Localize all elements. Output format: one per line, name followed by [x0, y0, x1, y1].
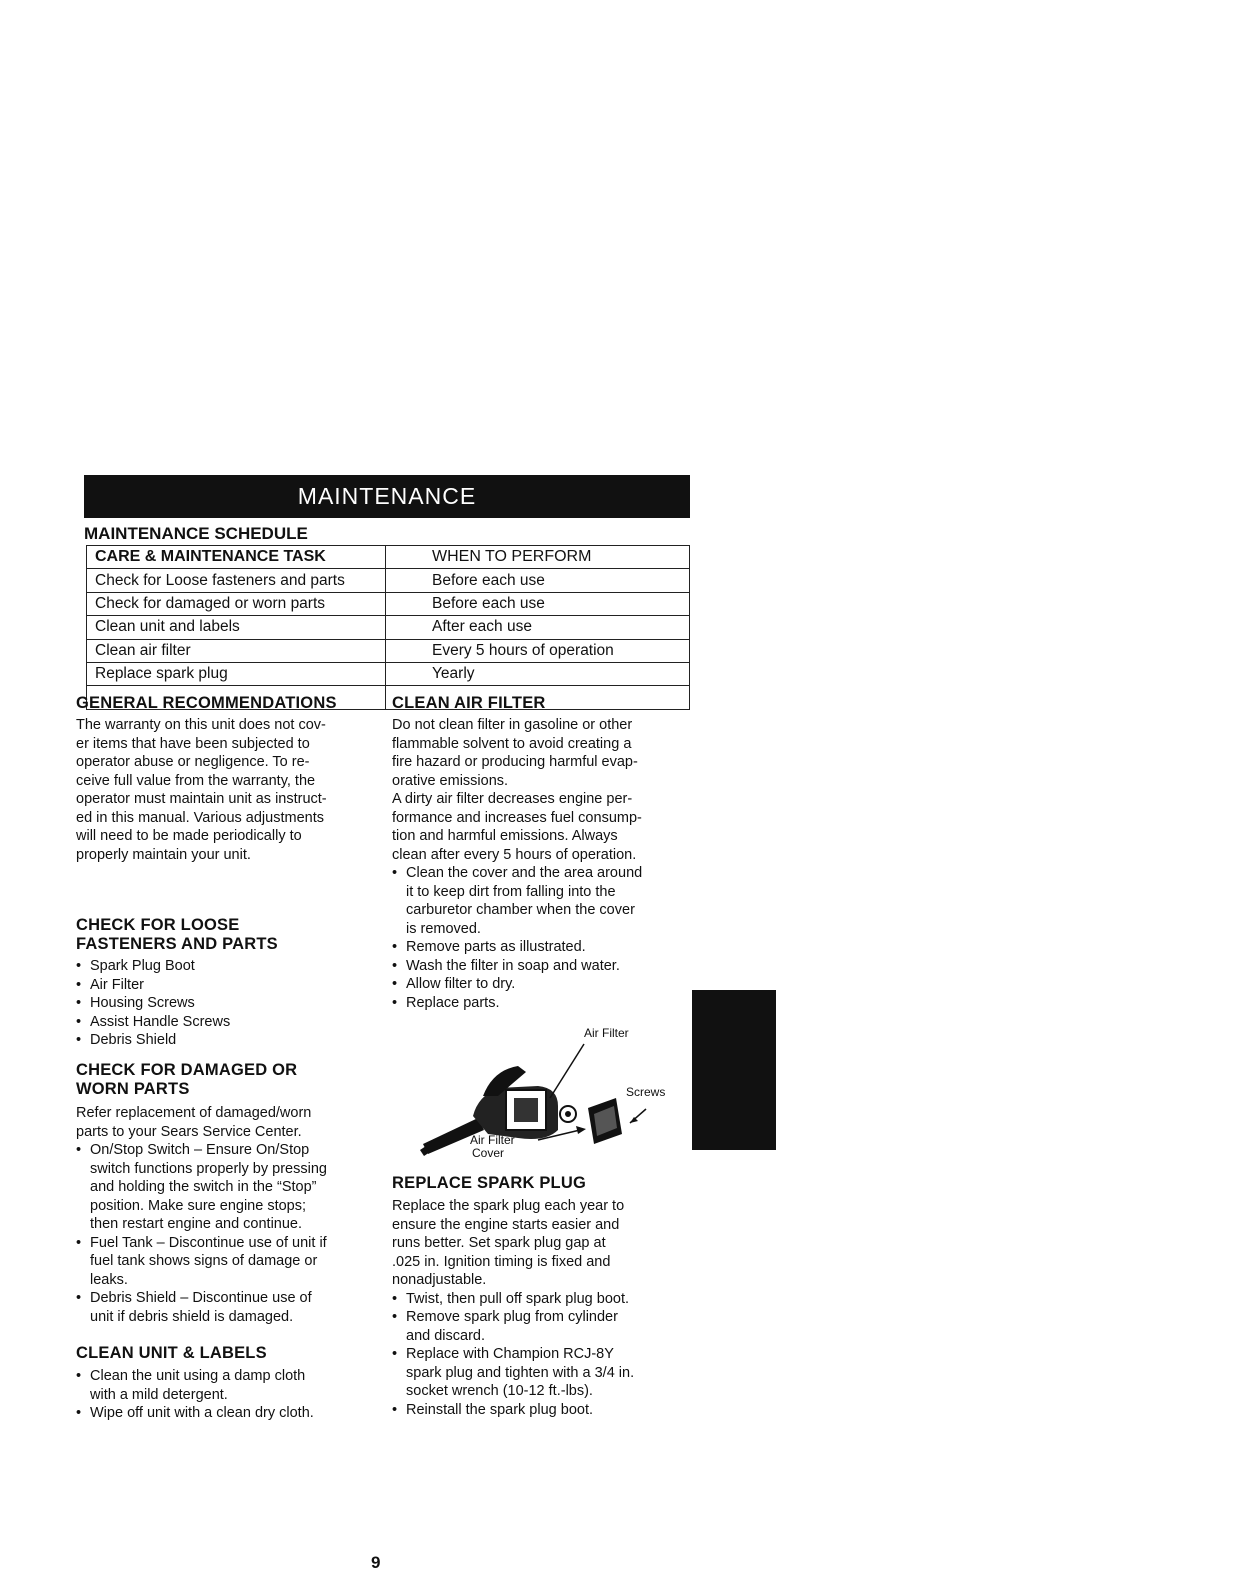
section-tab-marker — [692, 990, 776, 1150]
damaged-intro: Refer replacement of damaged/worn parts to your Sears Service Center. — [76, 1105, 312, 1140]
air-filter-illustration — [418, 1026, 688, 1168]
air-filter-para2: A dirty air filter decreases engine per- formance and increases fuel consump- tion and harmful emissions. Always clean after every 5 hours of operation. — [392, 791, 642, 863]
list-item: • Debris Shield – Discontinue use of unit if debris shield is damaged. — [76, 1289, 376, 1326]
check-loose-section — [76, 916, 376, 1050]
label-air-filter: Air Filter — [584, 1026, 629, 1040]
check-damaged-section — [76, 1061, 376, 1326]
list-item: • Spark Plug Boot — [76, 957, 376, 976]
list-item: • Allow filter to dry. — [392, 975, 692, 994]
list-item: • Replace with Champion RCJ-8Y spark plug and tighten with a 3/4 in. socket wrench (10-12 ft.-lbs). — [392, 1345, 692, 1401]
list-item: • Remove parts as illustrated. — [392, 938, 692, 957]
banner-title: MAINTENANCE — [297, 483, 477, 509]
table-row — [87, 592, 690, 615]
air-filter-title: CLEAN AIR FILTER — [392, 694, 546, 712]
header-when: WHEN TO PERFORM — [386, 546, 690, 569]
replace-spark-plug-section — [392, 1174, 692, 1419]
page-number: 9 — [371, 1553, 381, 1572]
clean-unit-list — [76, 1367, 376, 1423]
list-item: • Clean the cover and the area around it to keep dirt from falling into the carburetor chamber when the cover is removed. — [392, 864, 692, 938]
list-item: • Fuel Tank – Discontinue use of unit if fuel tank shows signs of damage or leaks. — [76, 1234, 376, 1290]
list-item: • Debris Shield — [76, 1031, 376, 1050]
task-cell: Replace spark plug — [87, 662, 386, 685]
list-item: • Twist, then pull off spark plug boot. — [392, 1290, 692, 1309]
spark-plug-para: Replace the spark plug each year to ensure the engine starts easier and runs better. Set spark plug gap at .025 in. Ignition timing is fixed and nonadjustable. — [392, 1198, 625, 1288]
when-cell: Before each use — [386, 592, 690, 615]
spark-plug-list — [392, 1290, 692, 1420]
table-header-row — [87, 546, 690, 569]
list-item: • On/Stop Switch – Ensure On/Stop switch functions properly by pressing and holding the switch in the “Stop” position. Make sure engine stops; then restart engine and continue. — [76, 1141, 376, 1234]
when-cell: After each use — [386, 616, 690, 639]
label-air-filter-cover: Air Filter Cover — [470, 1133, 515, 1160]
air-filter-list — [392, 864, 692, 1012]
clean-unit-title: CLEAN UNIT & LABELS — [76, 1344, 267, 1362]
table-row — [87, 616, 690, 639]
list-item: • Air Filter — [76, 976, 376, 995]
general-text: The warranty on this unit does not cov- er items that have been subjected to operator abuse or negligence. To re- ceive full value from the warranty, the operator must maintain unit as instruct- ed in this manual. Various adjustments will need to be made periodically to properly maintain your unit. — [76, 717, 327, 863]
list-item: • Assist Handle Screws — [76, 1013, 376, 1032]
list-item: • Replace parts. — [392, 994, 692, 1013]
section-banner — [84, 475, 690, 518]
list-item: • Clean the unit using a damp cloth with a mild detergent. — [76, 1367, 376, 1404]
when-cell: Every 5 hours of operation — [386, 639, 690, 662]
list-item: • Housing Screws — [76, 994, 376, 1013]
task-cell: Clean air filter — [87, 639, 386, 662]
when-cell: Yearly — [386, 662, 690, 685]
schedule-title: MAINTENANCE SCHEDULE — [84, 524, 308, 543]
when-cell: Before each use — [386, 569, 690, 592]
table-row — [87, 569, 690, 592]
table-row — [87, 662, 690, 685]
task-cell: Check for damaged or worn parts — [87, 592, 386, 615]
list-item: • Remove spark plug from cylinder and discard. — [392, 1308, 692, 1345]
general-title: GENERAL RECOMMENDATIONS — [76, 694, 337, 712]
header-task: CARE & MAINTENANCE TASK — [87, 546, 386, 569]
spark-plug-title: REPLACE SPARK PLUG — [392, 1174, 586, 1192]
clean-unit-section — [76, 1344, 376, 1423]
list-item: • Reinstall the spark plug boot. — [392, 1401, 692, 1420]
list-item: • Wash the filter in soap and water. — [392, 957, 692, 976]
clean-air-filter-section — [392, 694, 692, 1012]
loose-title: CHECK FOR LOOSE FASTENERS AND PARTS — [76, 916, 278, 953]
damaged-list — [76, 1141, 376, 1326]
damaged-title: CHECK FOR DAMAGED OR WORN PARTS — [76, 1061, 298, 1098]
label-screws: Screws — [626, 1085, 666, 1099]
task-cell: Clean unit and labels — [87, 616, 386, 639]
task-cell: Check for Loose fasteners and parts — [87, 569, 386, 592]
air-filter-para1: Do not clean filter in gasoline or other flammable solvent to avoid creating a fire hazard or producing harmful evap- orative emissions. — [392, 717, 638, 789]
general-recommendations — [76, 694, 376, 864]
maintenance-schedule-table — [86, 545, 690, 710]
list-item: • Wipe off unit with a clean dry cloth. — [76, 1404, 376, 1423]
loose-list — [76, 957, 376, 1050]
table-row — [87, 639, 690, 662]
